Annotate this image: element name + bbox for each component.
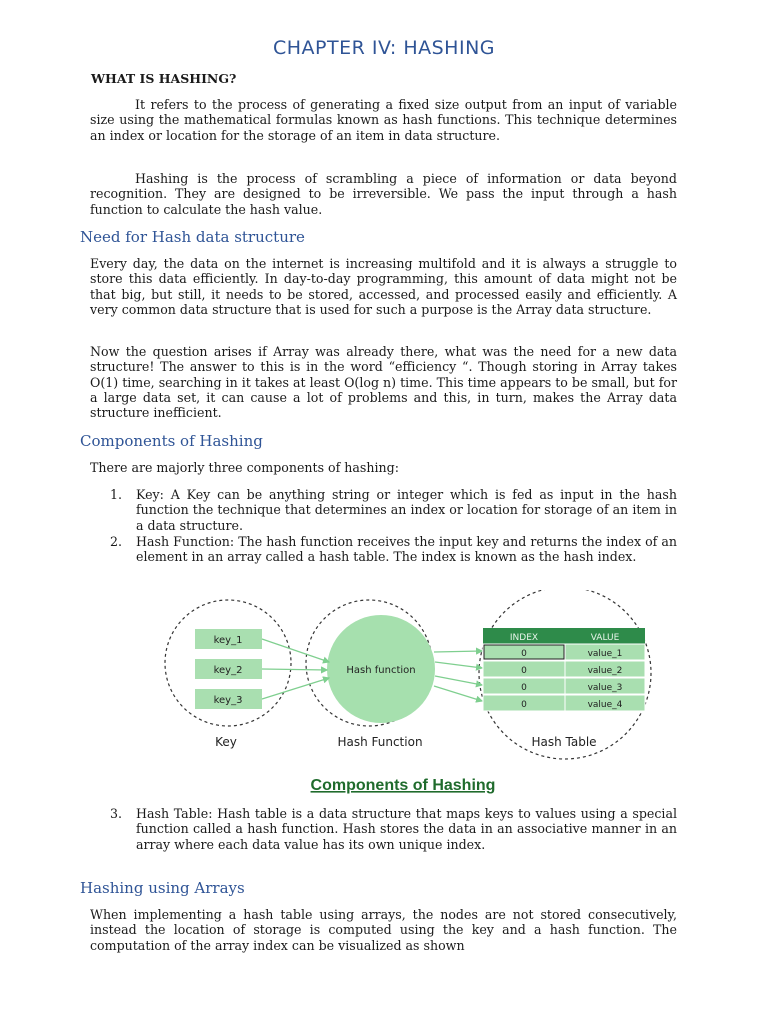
table-row [483,644,645,660]
key-label-1: key_1 [213,635,243,646]
table-header-index-label: INDEX [509,633,539,643]
list-text: Hash Function: The hash function receives the input key and returns the index of an element in an array called a hash table. The index is known as the hash index. [136,533,677,565]
section-heading-components: Components of Hashing [80,432,263,450]
table-cell-value: value_2 [587,666,623,676]
table-cell-value: value_4 [587,700,623,710]
list-number: 3. [110,806,123,821]
caption-key: Key [215,735,237,749]
section-heading-arrays: Hashing using Arrays [80,879,245,897]
table-row [483,661,645,677]
arrow-to-row4 [434,686,482,701]
caption-hash-function: Hash Function [337,735,423,749]
hash-function-label: Hash function [346,665,416,676]
arrow-key2 [262,669,327,670]
list-item [110,806,677,852]
components-figure [109,590,669,800]
paragraph-what-is-1: It refers to the process of generating a fixed size output from an input of variable size using the mathematical formulas known as hash functions. This technique determines an index or location for the storage of an item in data structure. [90,97,677,143]
list-text: Key: A Key can be anything string or integer which is fed as input in the hash function the technique that determines an index or location for storage of an item in a data structure. [136,487,677,533]
arrow-key1 [262,639,329,662]
paragraph-components-intro: There are majorly three components of hashing: [90,460,399,475]
table-cell-index: 0 [521,683,527,693]
key-label-2: key_2 [213,665,243,676]
table-cell-index: 0 [521,700,527,710]
paragraph-need-1: Every day, the data on the internet is increasing multifold and it is always a struggle to store this data efficiently. In day-to-day programming, this amount of data might not be that big, but still, it needs to be stored, accessed, and processed easily and efficiently. A very common data structure that is used for such a purpose is the Array data structure. [90,256,677,317]
list-number: 1. [110,487,123,502]
components-list [110,487,677,565]
figure-title: Components of Hashing [310,777,496,794]
chapter-title: CHAPTER IV: HASHING [272,37,496,59]
paragraph-arrays-1: When implementing a hash table using arrays, the nodes are not stored consecutively, instead the location of storage is computed using the key and a hash function. The computation of the array index can be visualized as shown [90,907,677,953]
list-item [110,487,677,533]
table-cell-index: 0 [521,666,527,676]
list-item [110,534,677,565]
section-heading-need: Need for Hash data structure [80,228,305,246]
arrow-to-row3 [435,676,482,685]
list-text: Hash Table: Hash table is a data structure that maps keys to values using a special function called a hash function. Hash stores the data in an associative manner in an array where each data value has its own unique index. [136,806,677,852]
table-cell-index: 0 [521,649,527,659]
section-heading-what-is-hashing: WHAT IS HASHING? [91,71,237,86]
caption-hash-table: Hash Table [531,735,597,749]
table-row [483,678,645,694]
key-label-3: key_3 [213,695,243,706]
paragraph-need-2: Now the question arises if Array was already there, what was the need for a new data structure! The answer to this is in the word “efficiency “. Though storing in Array takes O(1) time, searching in it takes at least O(log n) time. This time appears to be small, but for a large data set, it can cause a lot of problems and this, in turn, makes the Array data structure inefficient. [90,344,677,421]
table-row [483,695,645,711]
paragraph-what-is-2: Hashing is the process of scrambling a piece of information or data beyond recognition. They are designed to be irreversible. We pass the input through a hash function to calculate the hash value. [90,171,677,217]
list-number: 2. [110,533,123,549]
arrow-key3 [262,678,329,699]
components-list-continued [110,806,677,853]
table-cell-value: value_1 [587,649,623,659]
arrow-to-row1 [434,651,482,652]
table-cell-value: value_3 [587,683,623,693]
components-diagram [109,590,669,800]
table-header-value-label: VALUE [590,633,620,643]
arrow-to-row2 [435,662,482,668]
